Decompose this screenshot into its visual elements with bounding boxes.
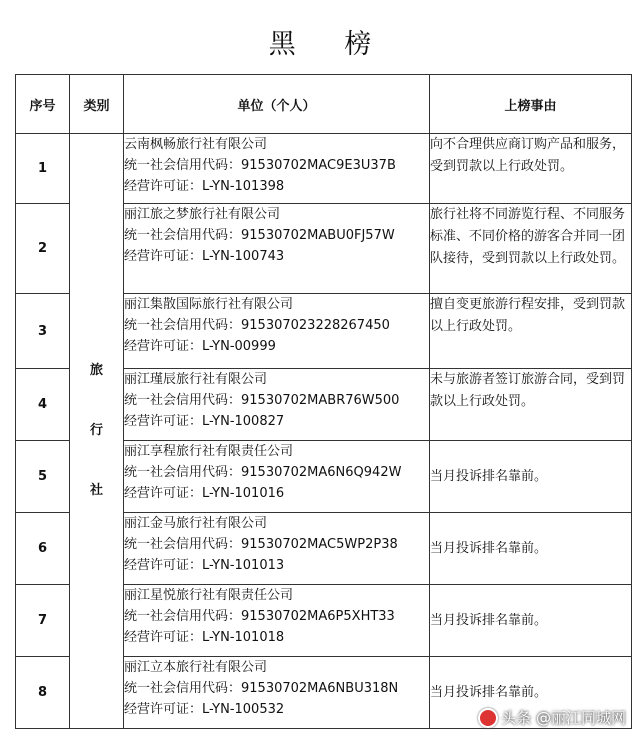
company-name: 丽江星悦旅行社有限责任公司: [124, 588, 294, 603]
row-number: 8: [16, 657, 70, 729]
reason-cell: 当月投诉排名靠前。: [430, 513, 632, 585]
reason-cell: 未与旅游者签订旅游合同，受到罚款以上行政处罚。: [430, 369, 632, 441]
reason-cell: 当月投诉排名靠前。: [430, 585, 632, 657]
credit-code: 统一社会信用代码：91530702MAC5WP2P38: [124, 537, 398, 552]
license-number: 经营许可证：L-YN-101018: [124, 630, 285, 645]
blacklist-table: [15, 74, 632, 729]
license-number: 经营许可证：L-YN-100743: [124, 249, 285, 264]
category-char: 行: [89, 423, 103, 438]
license-number: 经营许可证：L-YN-101013: [124, 558, 285, 573]
license-number: 经营许可证：L-YN-101398: [124, 179, 285, 194]
row-number: 4: [16, 369, 70, 441]
table-header-row: [16, 75, 632, 134]
license-number: 经营许可证：L-YN-100827: [124, 414, 285, 429]
header-unit: 单位（个人）: [124, 75, 430, 134]
header-reason: 上榜事由: [430, 75, 632, 134]
credit-code: 统一社会信用代码：91530702MA6P5XHT33: [124, 609, 395, 624]
header-category: 类别: [70, 75, 124, 134]
unit-cell: [124, 204, 430, 294]
row-number: 2: [16, 204, 70, 294]
reason-cell: 擅自变更旅游行程安排，受到罚款以上行政处罚。: [430, 294, 632, 369]
reason-cell: 当月投诉排名靠前。: [430, 441, 632, 513]
company-name: 丽江旅之梦旅行社有限公司: [124, 207, 281, 222]
table-row: [16, 134, 632, 204]
category-char: 社: [89, 483, 103, 498]
license-number: 经营许可证：L-YN-100532: [124, 702, 285, 717]
unit-cell: [124, 441, 430, 513]
reason-cell: 向不合理供应商订购产品和服务，受到罚款以上行政处罚。: [430, 134, 632, 204]
company-name: 丽江享程旅行社有限责任公司: [124, 444, 294, 459]
category-cell: [70, 134, 124, 729]
row-number: 7: [16, 585, 70, 657]
unit-cell: [124, 585, 430, 657]
header-no: 序号: [16, 75, 70, 134]
unit-cell: [124, 134, 430, 204]
row-number: 5: [16, 441, 70, 513]
unit-cell: [124, 369, 430, 441]
reason-cell: 当月投诉排名靠前。: [430, 657, 632, 729]
unit-cell: [124, 657, 430, 729]
category-char: 旅: [89, 363, 103, 378]
credit-code: 统一社会信用代码：91530702MABR76W500: [124, 393, 400, 408]
row-number: 6: [16, 513, 70, 585]
license-number: 经营许可证：L-YN-00999: [124, 339, 276, 354]
unit-cell: [124, 294, 430, 369]
reason-cell: 旅行社将不同游览行程、不同服务标准、不同价格的游客合并同一团队接待，受到罚款以上行政处罚。: [430, 204, 632, 294]
unit-cell: [124, 513, 430, 585]
company-name: 丽江金马旅行社有限公司: [124, 516, 268, 531]
row-number: 3: [16, 294, 70, 369]
source-logo-icon: [478, 708, 498, 728]
company-name: 丽江集散国际旅行社有限公司: [124, 297, 294, 312]
license-number: 经营许可证：L-YN-101016: [124, 486, 285, 501]
credit-code: 统一社会信用代码：91530702MA6NBU318N: [124, 681, 399, 696]
credit-code: 统一社会信用代码：91530702MABU0FJ57W: [124, 228, 395, 243]
company-name: 丽江瑾辰旅行社有限公司: [124, 372, 268, 387]
watermark: [478, 707, 626, 728]
row-number: 1: [16, 134, 70, 204]
watermark-text: 头条 @丽江同城网: [501, 709, 626, 727]
credit-code: 统一社会信用代码：91530702MAC9E3U37B: [124, 158, 396, 173]
credit-code: 统一社会信用代码：91530702MA6N6Q942W: [124, 465, 402, 480]
company-name: 丽江立本旅行社有限公司: [124, 660, 268, 675]
company-name: 云南枫畅旅行社有限公司: [124, 137, 268, 152]
credit-code: 统一社会信用代码：915307023228267450: [124, 318, 390, 333]
page-title: 黑 榜: [268, 29, 392, 60]
